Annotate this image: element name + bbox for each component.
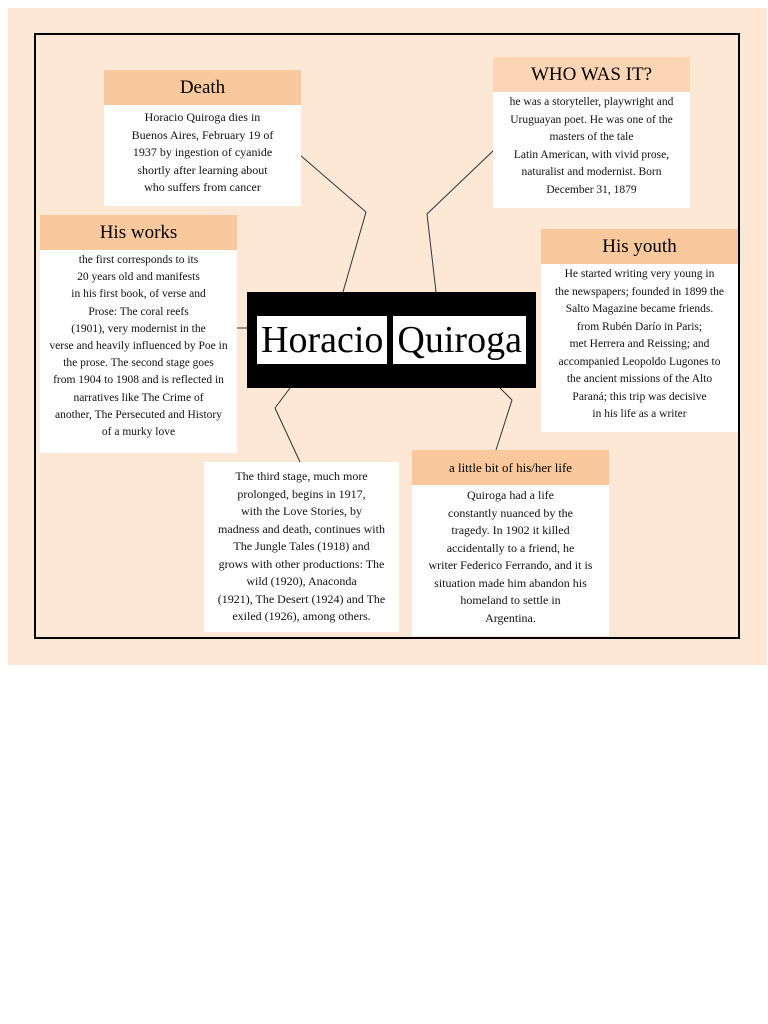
life-text: Quiroga had a life constantly nuanced by the tragedy. In 1902 it killed accidentally to a friend, he writer Federico Ferrando, and it is situation made him abandon his homeland to settle in Argentina.: [428, 488, 593, 625]
his-youth-title: His youth: [541, 229, 738, 264]
who-was-it-title: WHO WAS IT?: [493, 57, 690, 92]
life-title: a little bit of his/her life: [412, 450, 609, 485]
death-box: [104, 70, 301, 206]
his-works-title: His works: [40, 215, 237, 250]
his-works-box: [40, 215, 237, 453]
life-box: [412, 450, 609, 636]
central-topic-word-1: Horacio: [257, 316, 387, 364]
who-was-it-box: [493, 57, 690, 208]
connector-life: [496, 388, 512, 450]
central-topic-word-2: Quiroga: [393, 316, 526, 364]
connector-death: [300, 155, 366, 292]
central-topic: [247, 292, 536, 388]
death-title: Death: [104, 70, 301, 105]
death-text: Horacio Quiroga dies in Buenos Aires, February 19 of 1937 by ingestion of cyanide shortly after learning about who suffers from cancer: [131, 110, 274, 194]
connector-third: [275, 388, 300, 462]
his-works-text: the first corresponds to its 20 years old and manifests in his first book, of verse and Prose: The coral reefs (1901), very modernist in the verse and heavily influenced by Poe in the prose. The second stage goes from 1904 to 1908 and is reflected in narratives like The Crime of another, The Persecuted and History of a murky love: [49, 254, 228, 439]
who-was-it-text: he was a storyteller, playwright and Uruguayan poet. He was one of the masters of the tale Latin American, with vivid prose, naturalist and modernist. Born December 31, 1879: [509, 96, 674, 196]
his-youth-text: He started writing very young in the newspapers; founded in 1899 the Salto Magazine became friends. from Rubén Darío in Paris; met Herrera and Reissing; and accompanied Leopoldo Lugones to the ancient missions of the Alto Paraná; this trip was decisive in his life as a writer: [555, 268, 724, 420]
connector-who: [427, 150, 494, 292]
third-stage-box: [204, 462, 399, 632]
third-stage-text: The third stage, much more prolonged, begins in 1917, with the Love Stories, by madness and death, continues with The Jungle Tales (1918) and grows with other productions: The wild (1920), Anaconda (1921), The Desert (1924) and The exiled (1926), among others.: [217, 469, 386, 623]
his-youth-box: [541, 229, 738, 432]
